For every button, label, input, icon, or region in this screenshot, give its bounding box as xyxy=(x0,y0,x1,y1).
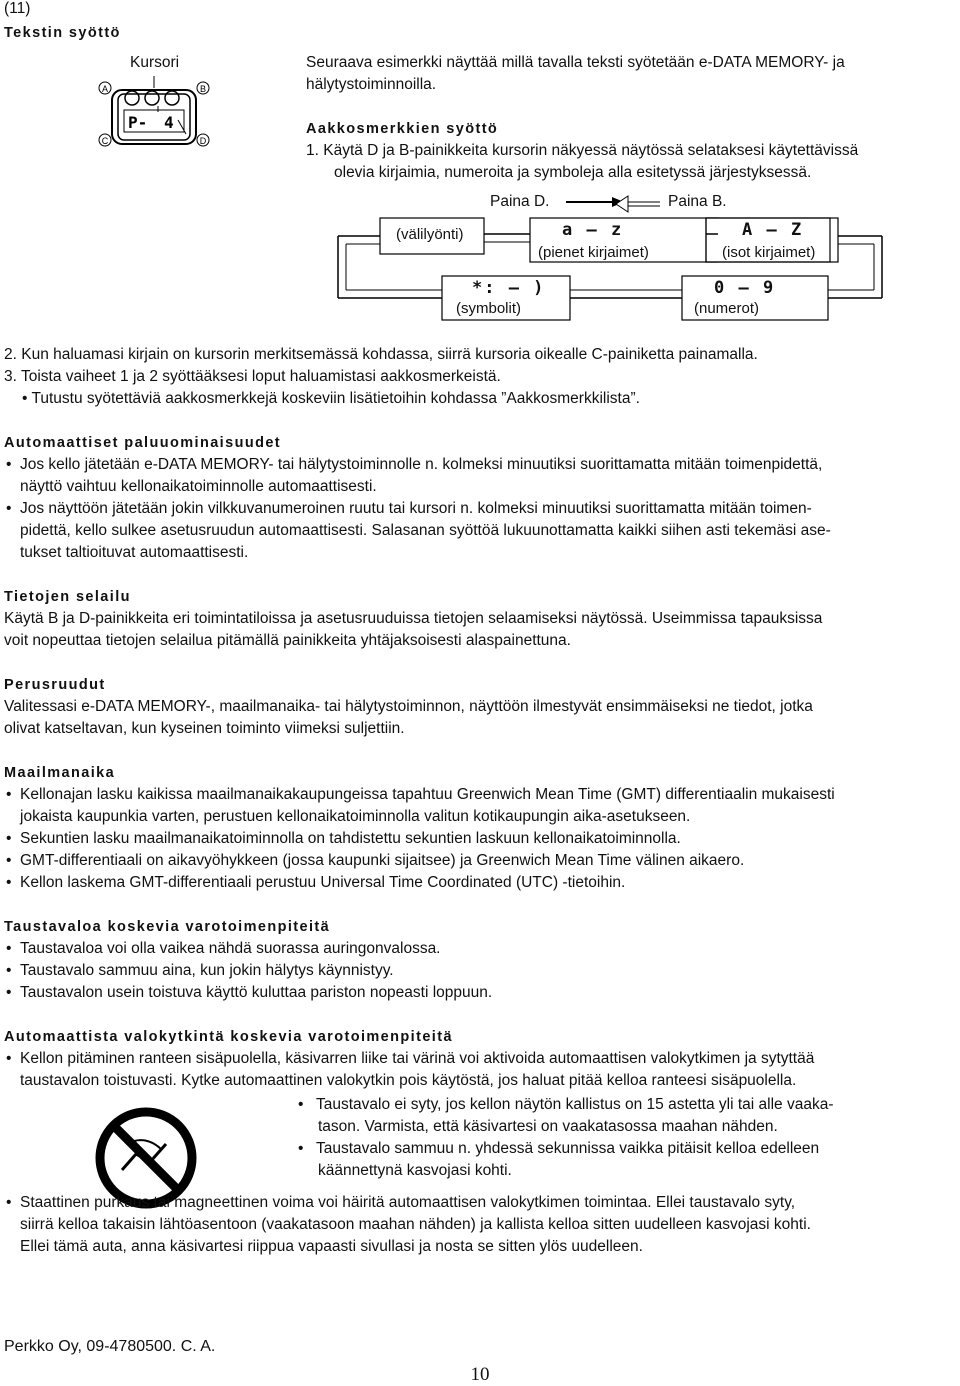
section-title-text-input: Tekstin syöttö xyxy=(4,25,121,41)
step1-line-2: olevia kirjaimia, numeroita ja symboleja alla esitetyssä järjestyksessä. xyxy=(334,164,812,181)
char-list-note: • Tutustu syötettäviä aakkosmerkkejä koskeviin lisätietoihin kohdassa ”Aakkosmerkkilista”. xyxy=(22,390,640,407)
svg-text:A: A xyxy=(101,84,109,94)
intro-line-2: hälytystoiminnoilla. xyxy=(306,76,437,93)
svg-text:C: C xyxy=(101,136,109,146)
step2: 2. Kun haluamasi kirjain on kursorin merkitsemässä kohdassa, siirrä kursoria oikealle C-painiketta painamalla. xyxy=(4,346,758,363)
auto-return-bullet-1-line-2: näyttö vaihtuu kellonaikatoiminnolle automaattisesti. xyxy=(20,478,377,495)
heading-initial: Perusruudut xyxy=(4,677,106,693)
backlight-bullet-3: • Taustavalon usein toistuva käyttö kuluttaa pariston nopeasti loppuun. xyxy=(6,984,493,1001)
svg-text:4: 4 xyxy=(164,113,174,132)
auto-light-bullet-2-line-2: siirrä kelloa takaisin lähtöasentoon (vaakatasoon maahan nähden) ja kallista kelloa sitten uudelleen kasvojasi kohti. xyxy=(20,1216,811,1233)
auto-light-bullet-2-line-3: Ellei tämä auta, anna käsivartesi riippua vapaasti sivullasi ja nosta se sitten ylös uudelleen. xyxy=(20,1238,643,1255)
upper-display: A – Z xyxy=(742,220,804,240)
symbols-label: (symbolit) xyxy=(456,300,522,317)
world-time-bullet-1-line-2: jokaista kaupunkia varten, perustuen kellonaikatoiminnolla valitun kotikaupungin aika-asetukseen. xyxy=(20,808,691,825)
world-time-bullet-1: • Kellonajan lasku kaikissa maailmanaikakaupungeissa tapahtuu Greenwich Mean Time (GMT) differentiaalin mukaisesti xyxy=(6,786,835,803)
heading-auto-return: Automaattiset paluuominaisuudet xyxy=(4,435,282,451)
world-time-bullet-2: • Sekuntien lasku maailmanaikatoiminnolla on tahdistettu sekuntien laskuun kellonaikatoiminnolla. xyxy=(6,830,681,847)
step3: 3. Toista vaiheet 1 ja 2 syöttääksesi loput haluamistasi aakkosmerkeistä. xyxy=(4,368,501,385)
auto-light-sub-2: • Taustavalo sammuu n. yhdessä sekunnissa vaikka pitäisit kelloa edelleen xyxy=(298,1140,820,1157)
number-display: 0 – 9 xyxy=(714,278,776,298)
cursor-label: Kursori xyxy=(130,54,180,71)
backlight-bullet-2: • Taustavalo sammuu aina, kun jokin hälytys käynnistyy. xyxy=(6,962,394,979)
space-label: (välilyönti) xyxy=(396,226,464,243)
svg-text:D: D xyxy=(199,136,207,146)
intro-line-1: Seuraava esimerkki näyttää millä tavalla teksti syötetään e-DATA MEMORY- ja xyxy=(306,54,845,71)
upper-label: (isot kirjaimet) xyxy=(722,244,816,261)
heading-backlight: Taustavaloa koskevia varotoimenpiteitä xyxy=(4,919,331,935)
initial-line-1: Valitessasi e-DATA MEMORY-, maailmanaika- tai hälytystoiminnon, näyttöön ilmestyvät ensimmäiseksi ne tiedot, jotka xyxy=(4,698,813,715)
press-d-label: Paina D. xyxy=(490,193,550,210)
auto-light-sub-1: • Taustavalo ei syty, jos kellon näytön kallistus on 15 astetta yli tai alle vaaka- xyxy=(298,1096,834,1113)
heading-auto-light: Automaattista valokytkintä koskevia varotoimenpiteitä xyxy=(4,1029,453,1045)
lower-display: a – z xyxy=(562,220,624,240)
symbol-display: *: – ) xyxy=(472,278,546,298)
auto-light-bullet-1-line-2: taustavalon toistuvasti. Kytke automaattinen valokytkin pois käytöstä, jos haluat pitää kelloa ranteesi sisäpuolella. xyxy=(20,1072,797,1089)
auto-light-bullet-2: • Staattinen purkaus tai magneettinen voima voi häiritä automaattisen valokytkimen toimintaa. Ellei taustavalo syty, xyxy=(6,1194,796,1211)
heading-world-time: Maailmanaika xyxy=(4,765,116,781)
step1-line-1: 1. Käytä D ja B-painikkeita kursorin näkyessä näytössä selataksesi käytettävissä xyxy=(306,142,859,159)
auto-return-bullet-2: • Jos näyttöön jätetään jokin vilkkuvanumeroinen ruutu tai kursori n. kolmeksi minuutiksi suorittamatta mitään toimen- xyxy=(6,500,812,517)
lower-label: (pienet kirjaimet) xyxy=(538,244,649,261)
svg-text:B: B xyxy=(199,84,207,94)
page-number: 10 xyxy=(470,1364,490,1385)
backlight-bullet-1: • Taustavaloa voi olla vaikea nähdä suorassa auringonvalossa. xyxy=(6,940,441,957)
auto-light-sub-2-line-2: käännettynä kasvojasi kohti. xyxy=(318,1162,512,1179)
heading-scrolling: Tietojen selailu xyxy=(4,589,131,605)
auto-light-bullet-1: • Kellon pitäminen ranteen sisäpuolella, käsivarren liike tai värinä voi aktivoida automaattisen valokytkimen ja sytyttää xyxy=(6,1050,815,1067)
numbers-label: (numerot) xyxy=(694,300,760,317)
initial-line-2: olivat katseltavan, kun kyseinen toiminto viimeksi suljettiin. xyxy=(4,720,405,737)
world-time-bullet-3: • GMT-differentiaali on aikavyöhykkeen (jossa kaupunki sijaitsee) ja Greenwich Mean Time välinen aikaero. xyxy=(6,852,745,869)
page-label: (11) xyxy=(4,0,31,17)
auto-return-bullet-2-line-3: tukset taltioituvat automaattisesti. xyxy=(20,544,249,561)
watch-illustration xyxy=(96,76,214,150)
scrolling-line-2: voit nopeuttaa tietojen selailua pitämällä painikkeita yhtäjaksoisesti alaspainettuna. xyxy=(4,632,571,649)
heading-char-input: Aakkosmerkkien syöttö xyxy=(306,121,499,137)
auto-return-bullet-1: • Jos kello jätetään e-DATA MEMORY- tai hälytystoiminnolle n. kolmeksi minuutiksi suorittamatta mitään toimenpidettä, xyxy=(6,456,823,473)
auto-return-bullet-2-line-2: pidettä, kello sulkee asetusruudun automaattisesti. Salasanan syöttöä lukuunottamatta kaikki siihen asti tekemäsi ase- xyxy=(20,522,831,539)
auto-light-sub-1-line-2: tason. Varmista, että käsivartesi on vaakatasossa maahan nähden. xyxy=(318,1118,778,1135)
world-time-bullet-4: • Kellon laskema GMT-differentiaali perustuu Universal Time Coordinated (UTC) -tietoihin. xyxy=(6,874,626,891)
footer-text: Perkko Oy, 09-4780500. C. A. xyxy=(4,1338,216,1355)
press-b-label: Paina B. xyxy=(668,193,727,210)
svg-text:P-: P- xyxy=(128,113,148,132)
scrolling-line-1: Käytä B ja D-painikkeita eri toimintatiloissa ja asetusruuduissa tietojen selaamiseksi näytössä. Useimmissa tapauksissa xyxy=(4,610,823,627)
